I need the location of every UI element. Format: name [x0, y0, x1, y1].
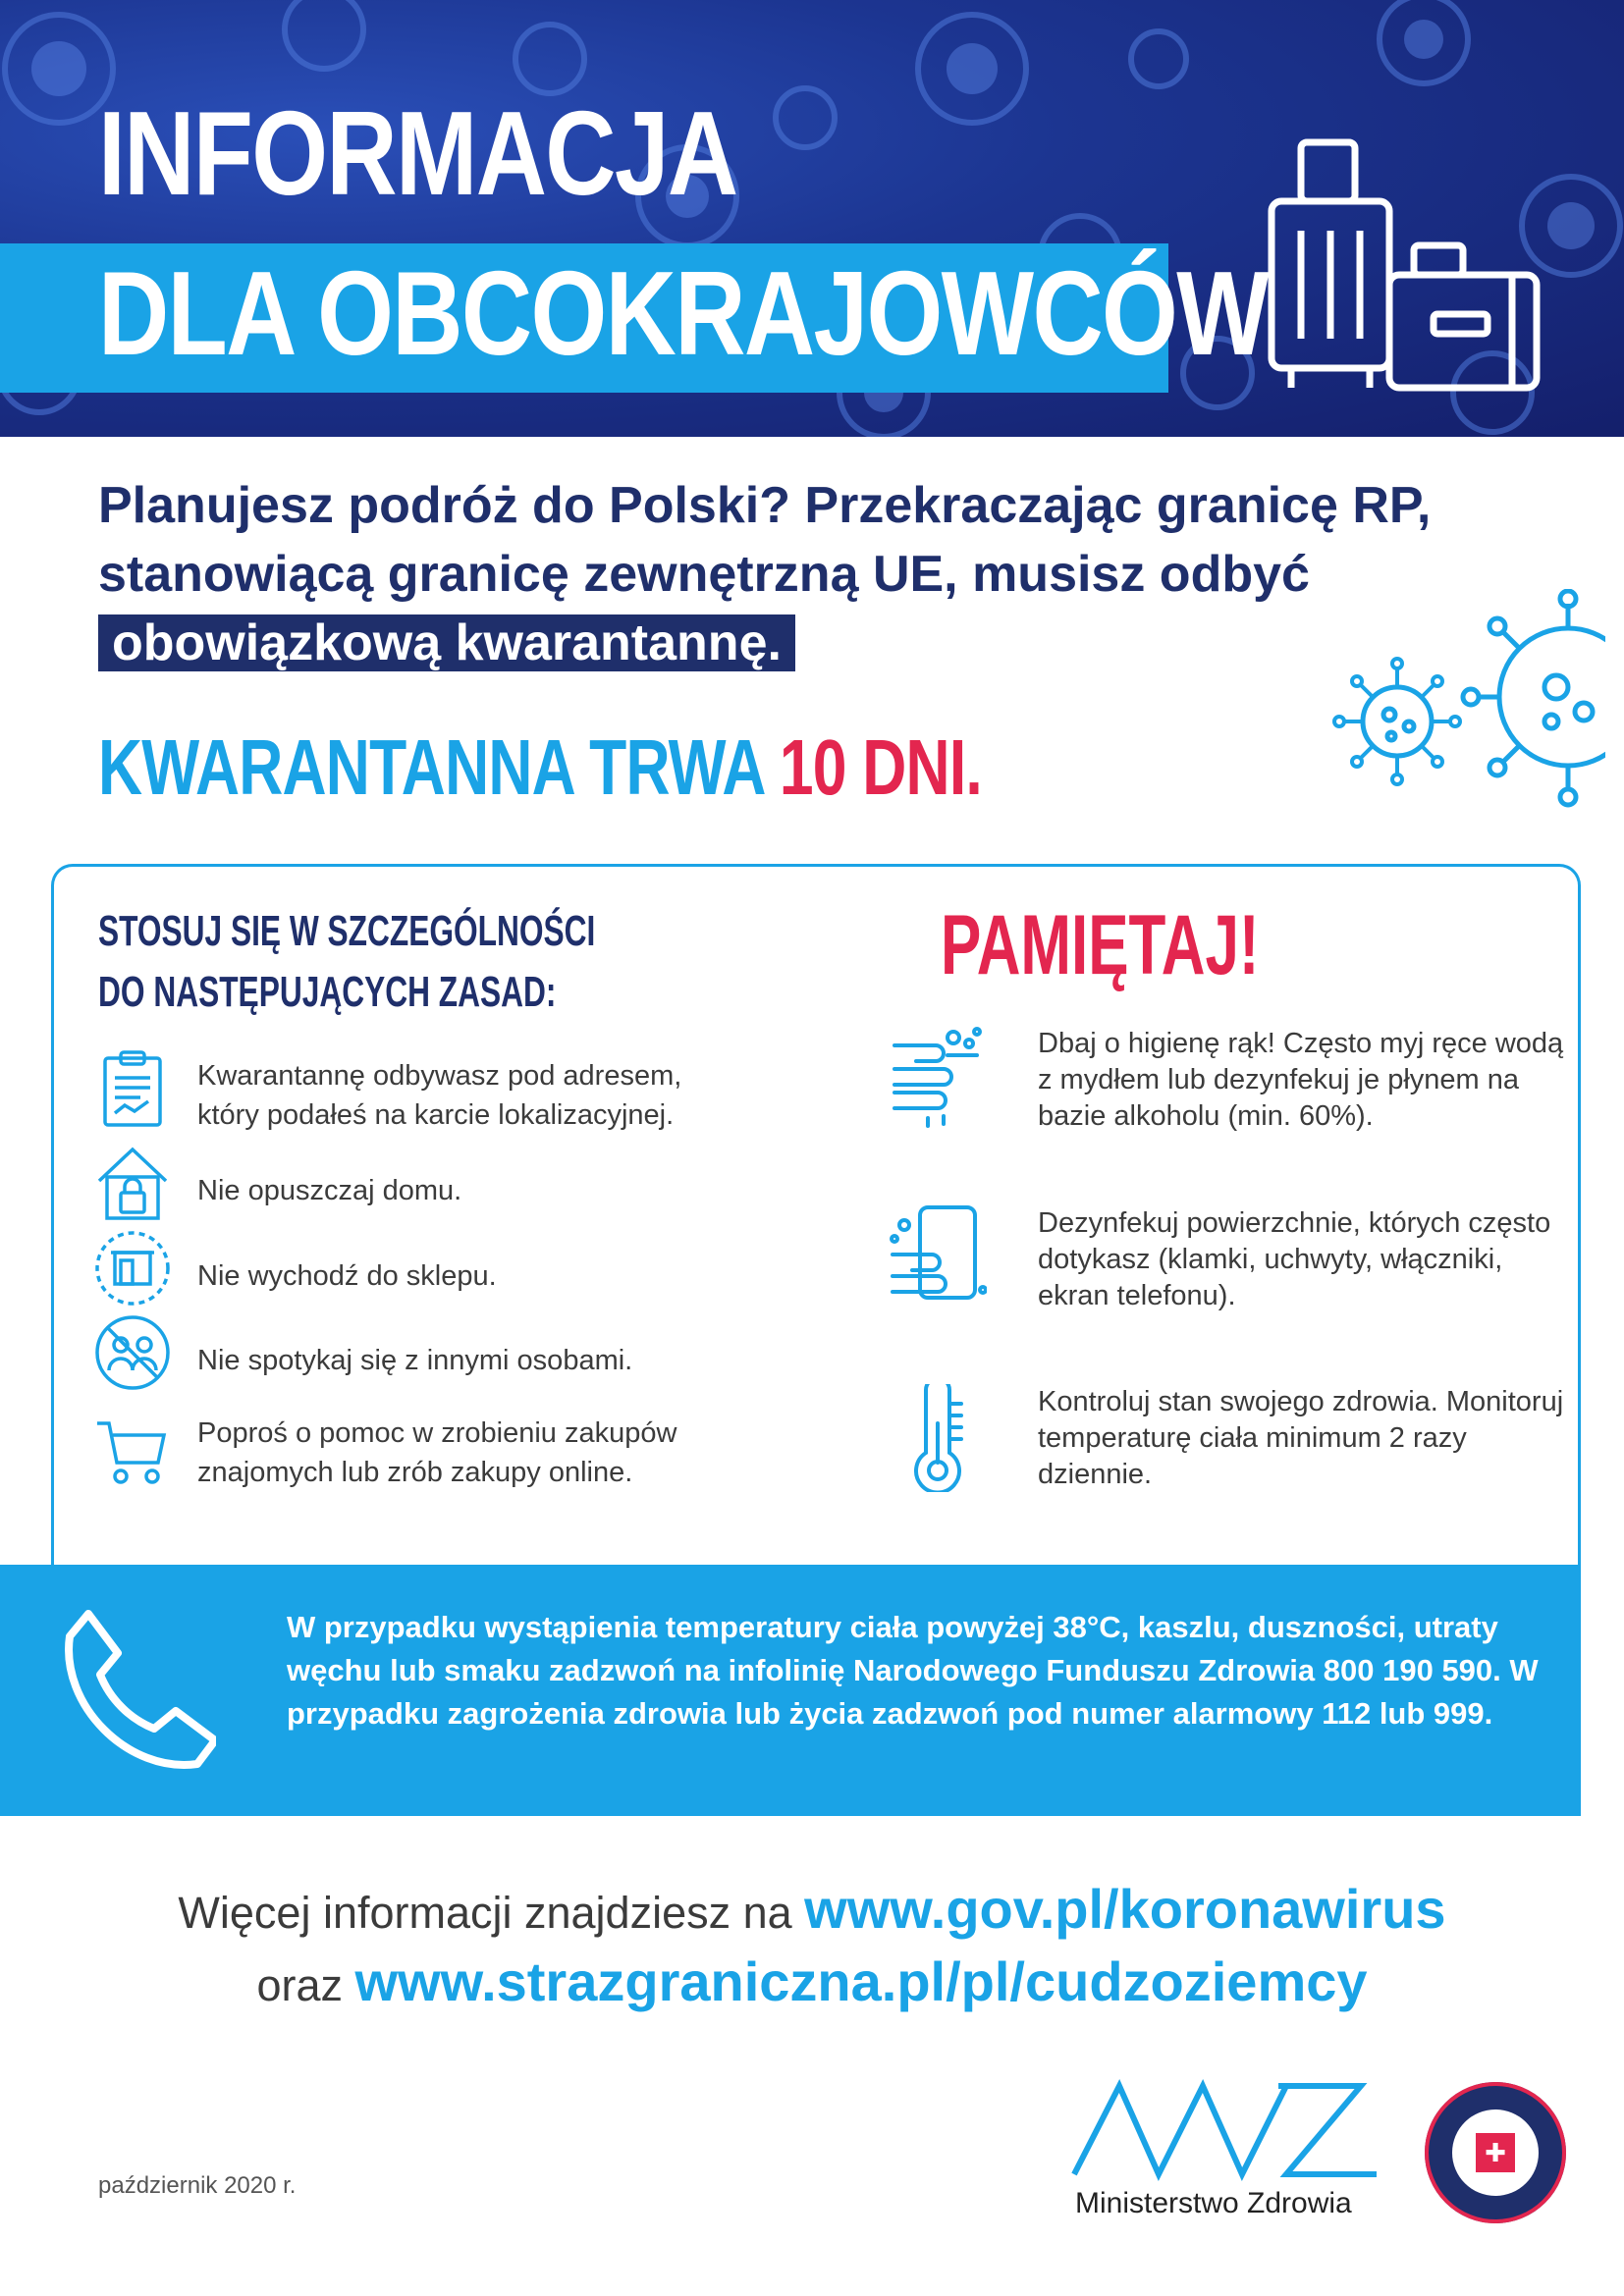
more-info — [0, 1875, 1624, 2020]
intro-main: Planujesz podróż do Polski? Przekraczając granicę RP, stanowiącą granicę zewnętrzną UE, musisz odbyć — [98, 477, 1432, 603]
handwash-icon — [889, 1026, 987, 1134]
contact-text: W przypadku wystąpienia temperatury ciała powyżej 38°C, kaszlu, duszności, utraty węchu lub smaku zadzwoń na infolinię Narodowego Funduszu Zdrowia 800 190 590. W przypadku zagrożenia zdrowia lub życia zadzwoń pod numer alarmowy 112 lub 999. — [287, 1610, 1539, 1731]
thermometer-icon — [889, 1384, 987, 1492]
title-line1: INFORMACJA — [98, 86, 737, 220]
cart-icon — [93, 1414, 172, 1492]
tip-text: Kontroluj stan swojego zdrowia. Monitoruj temperaturę ciała minimum 2 razy dziennie. — [1038, 1386, 1564, 1490]
rule-text: Kwarantannę odbywasz pod adresem, który podałeś na karcie lokalizacyjnej. — [197, 1060, 682, 1131]
remember-heading: PAMIĘTAJ! — [941, 898, 1260, 992]
tip-item — [889, 1205, 1556, 1323]
quarantine-duration — [98, 723, 982, 811]
rule-text: Poproś o pomoc w zrobieniu zakupów znajomych lub zrób zakupy online. — [197, 1417, 677, 1488]
intro-text — [98, 471, 1492, 677]
rule-text: Nie spotykaj się z innymi osobami. — [197, 1345, 633, 1376]
title-line2: DLA OBCOKRAJOWCÓW — [98, 246, 1269, 380]
rule-item — [93, 1050, 741, 1129]
rules-heading-line1: STOSUJ SIĘ W SZCZEGÓLNOŚCI — [98, 907, 596, 955]
quarantine-days: 10 DNI. — [779, 723, 982, 811]
no-people-icon — [93, 1313, 172, 1392]
more-prefix: Więcej informacji znajdziesz na — [178, 1888, 805, 1938]
rule-text: Nie opuszczaj domu. — [197, 1175, 462, 1206]
rule-item — [93, 1229, 741, 1308]
rule-item — [93, 1313, 741, 1392]
ministry-name: Ministerstwo Zdrowia — [1075, 2187, 1352, 2219]
gov-link[interactable]: www.gov.pl/koronawirus — [804, 1878, 1446, 1940]
tip-item — [889, 1384, 1564, 1502]
rule-item — [93, 1144, 741, 1222]
rule-text: Nie wychodź do sklepu. — [197, 1260, 497, 1292]
rules-heading — [98, 901, 595, 1023]
phone-icon — [59, 1604, 216, 1771]
contact-band — [0, 1565, 1581, 1816]
tip-text: Dbaj o higienę rąk! Często myj ręce wodą z mydłem lub dezynfekuj je płynem na bazie alkoholu (min. 60%). — [1038, 1028, 1564, 1132]
ministry-logo-icon — [1070, 2076, 1384, 2184]
house-lock-icon — [93, 1144, 172, 1222]
tip-item — [889, 1026, 1564, 1144]
rules-heading-line2: DO NASTĘPUJĄCYCH ZASAD: — [98, 968, 557, 1016]
luggage-icon — [1262, 128, 1546, 402]
more-mid: oraz — [256, 1960, 355, 2010]
sanitary-inspection-seal-icon — [1422, 2079, 1569, 2226]
phone-disinfect-icon — [889, 1205, 987, 1313]
border-guard-link[interactable]: www.strazgraniczna.pl/pl/cudzoziemcy — [354, 1950, 1368, 2012]
quarantine-label: KWARANTANNA TRWA — [98, 723, 780, 811]
header-banner — [0, 0, 1624, 437]
shop-icon — [93, 1229, 172, 1308]
rule-item — [93, 1414, 741, 1492]
publication-date: październik 2020 r. — [98, 2172, 297, 2199]
intro-highlight: obowiązkową kwarantannę. — [98, 614, 795, 671]
clipboard-icon — [93, 1050, 172, 1129]
svg-text:✚: ✚ — [1485, 2139, 1506, 2168]
virus-decoration-icon — [1311, 589, 1605, 834]
tip-text: Dezynfekuj powierzchnie, których często dotykasz (klamki, uchwyty, włączniki, ekran telefonu). — [1038, 1207, 1551, 1311]
